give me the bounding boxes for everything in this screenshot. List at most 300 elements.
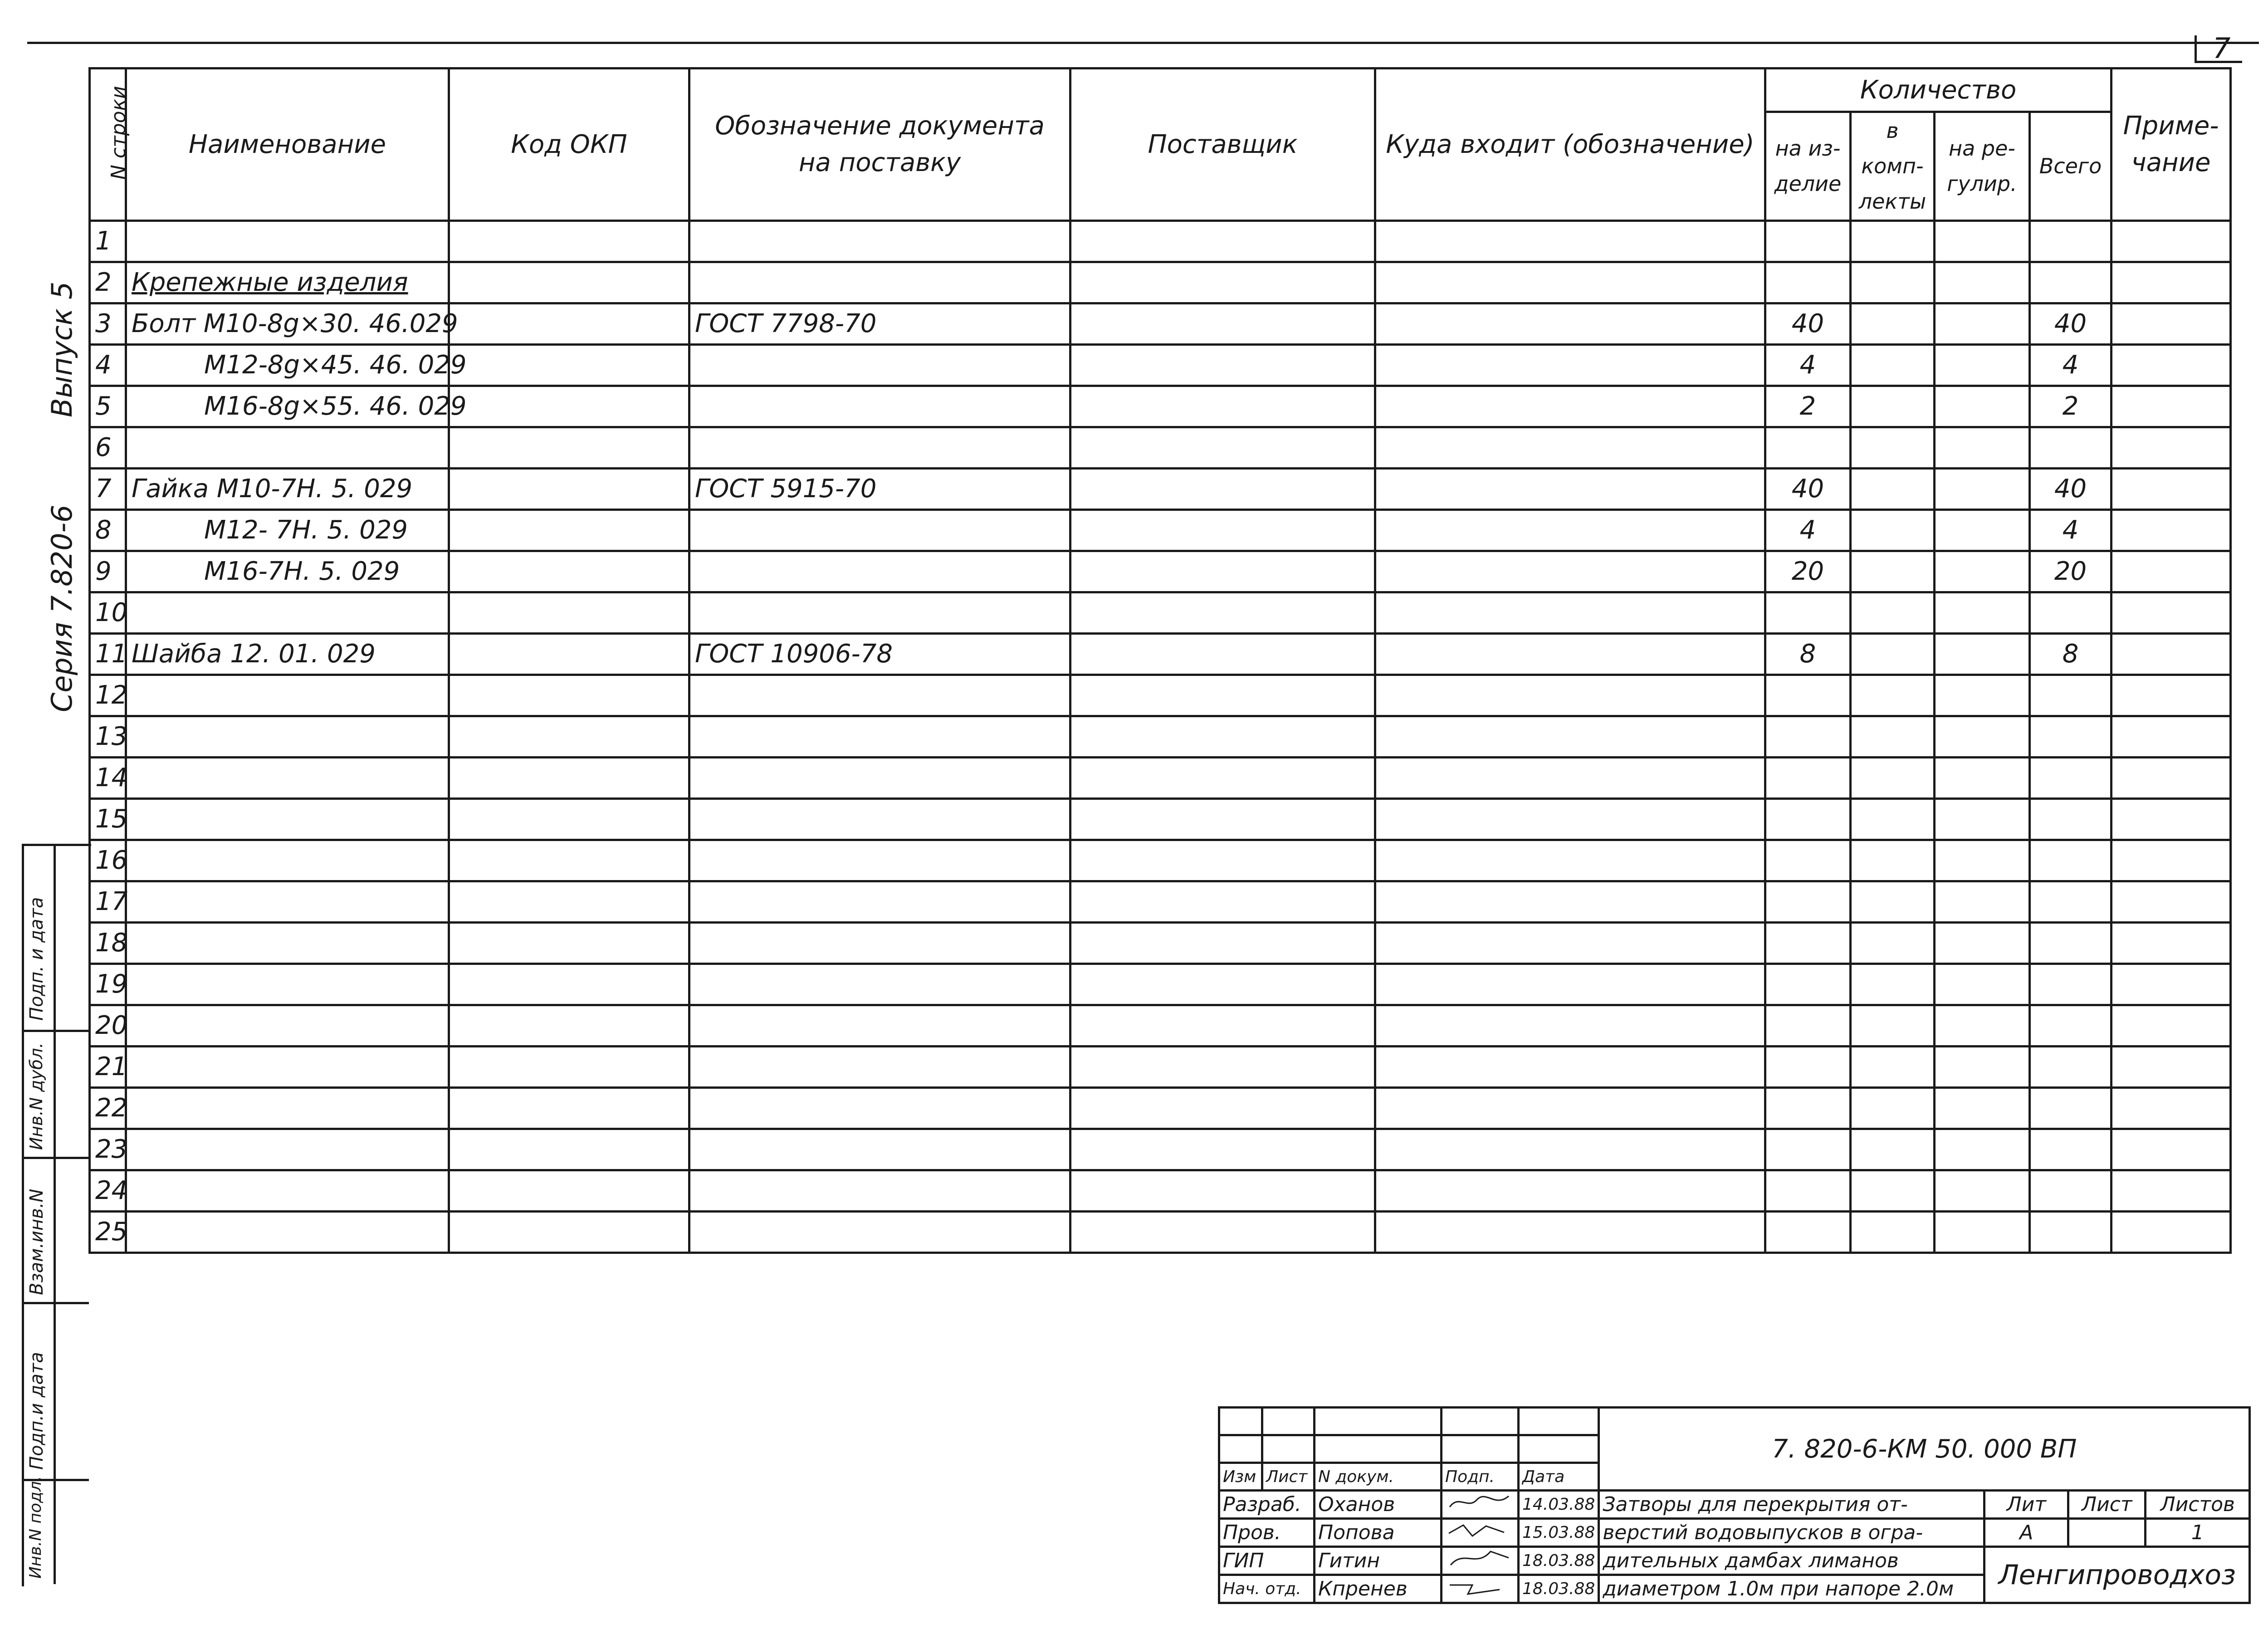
staff-signature xyxy=(1442,1575,1519,1603)
qty-in-kits-cell xyxy=(1851,675,1935,716)
supplier-cell xyxy=(1070,964,1375,1005)
qty-for-adjust-cell xyxy=(1935,592,2030,633)
okp-code-cell xyxy=(449,220,689,262)
doc-designation-cell xyxy=(689,757,1070,798)
qty-in-kits-cell xyxy=(1851,1046,1935,1087)
table-row xyxy=(90,1087,2231,1129)
qty-per-item-cell: 40 xyxy=(1765,468,1851,509)
okp-code-cell xyxy=(449,344,689,386)
qty-in-kits-cell xyxy=(1851,592,1935,633)
qty-per-item-cell xyxy=(1765,220,1851,262)
notes-cell xyxy=(2112,798,2231,840)
qty-in-kits-cell xyxy=(1851,262,1935,303)
notes-cell xyxy=(2112,922,2231,964)
qty-for-adjust-cell xyxy=(1935,344,2030,386)
qty-for-adjust-cell xyxy=(1935,509,2030,551)
table-row xyxy=(90,427,2231,468)
qty-in-kits-cell xyxy=(1851,1129,1935,1170)
qty-per-item-cell xyxy=(1765,262,1851,303)
sheet-value xyxy=(2068,1519,2146,1547)
row-number: 14 xyxy=(90,757,126,798)
item-name xyxy=(126,716,449,757)
table-row xyxy=(90,344,2231,386)
col-sign: Подп. xyxy=(1442,1463,1519,1491)
qty-for-adjust-cell xyxy=(1935,551,2030,592)
notes-cell xyxy=(2112,1087,2231,1129)
doc-designation-cell xyxy=(689,1005,1070,1046)
table-row xyxy=(90,633,2231,675)
row-number: 22 xyxy=(90,1087,126,1129)
qty-total-cell xyxy=(2030,427,2112,468)
where-used-cell xyxy=(1375,1087,1765,1129)
supplier-cell xyxy=(1070,468,1375,509)
supplier-cell xyxy=(1070,427,1375,468)
item-name xyxy=(126,427,449,468)
doc-designation-cell xyxy=(689,1046,1070,1087)
item-name xyxy=(126,1211,449,1252)
where-used-cell xyxy=(1375,427,1765,468)
supplier-cell xyxy=(1070,592,1375,633)
item-name xyxy=(126,675,449,716)
table-row xyxy=(90,592,2231,633)
item-name xyxy=(126,757,449,798)
where-used-cell xyxy=(1375,633,1765,675)
item-name: М12-8g×45. 46. 029 xyxy=(126,344,449,386)
okp-code-cell xyxy=(449,592,689,633)
where-used-cell xyxy=(1375,1129,1765,1170)
strip-divider xyxy=(22,1030,89,1032)
row-number: 12 xyxy=(90,675,126,716)
where-used-cell xyxy=(1375,468,1765,509)
supplier-cell xyxy=(1070,1087,1375,1129)
doc-designation-cell xyxy=(689,881,1070,922)
supplier-cell xyxy=(1070,344,1375,386)
table-row xyxy=(90,220,2231,262)
qty-in-kits-cell xyxy=(1851,840,1935,881)
qty-for-adjust-cell xyxy=(1935,427,2030,468)
qty-per-item-cell xyxy=(1765,592,1851,633)
where-used-cell xyxy=(1375,592,1765,633)
top-frame-line xyxy=(27,42,2259,44)
qty-total-cell xyxy=(2030,1005,2112,1046)
okp-code-cell xyxy=(449,798,689,840)
qty-for-adjust-cell xyxy=(1935,633,2030,675)
tb-empty xyxy=(1315,1408,1442,1435)
notes-cell xyxy=(2112,1170,2231,1211)
strip-label-signature-date-2: Подп.и дата xyxy=(26,1352,47,1470)
qty-per-item-cell: 40 xyxy=(1765,303,1851,344)
staff-date: 14.03.88 xyxy=(1519,1491,1599,1519)
qty-in-kits-cell xyxy=(1851,427,1935,468)
okp-code-cell xyxy=(449,262,689,303)
item-name xyxy=(126,881,449,922)
strip-label-signature-date: Подп. и дата xyxy=(26,897,47,1021)
tb-empty xyxy=(1262,1408,1315,1435)
qty-total-cell xyxy=(2030,220,2112,262)
item-name: Гайка М10-7Н. 5. 029 xyxy=(126,468,449,509)
item-name xyxy=(126,922,449,964)
qty-in-kits-cell xyxy=(1851,633,1935,675)
where-used-cell xyxy=(1375,757,1765,798)
qty-in-kits-cell xyxy=(1851,881,1935,922)
where-used-cell xyxy=(1375,881,1765,922)
table-row xyxy=(90,1046,2231,1087)
row-number: 20 xyxy=(90,1005,126,1046)
row-number: 5 xyxy=(90,386,126,427)
supplier-cell xyxy=(1070,551,1375,592)
notes-cell xyxy=(2112,592,2231,633)
qty-per-item-cell: 20 xyxy=(1765,551,1851,592)
notes-cell xyxy=(2112,1005,2231,1046)
where-used-cell xyxy=(1375,1005,1765,1046)
col-izm: Изм xyxy=(1219,1463,1262,1491)
row-number: 6 xyxy=(90,427,126,468)
qty-total-cell: 40 xyxy=(2030,303,2112,344)
qty-for-adjust-cell xyxy=(1935,922,2030,964)
supplier-cell xyxy=(1070,798,1375,840)
specification-body xyxy=(90,220,2231,1252)
row-number: 23 xyxy=(90,1129,126,1170)
description-line: верстий водовыпусков в огра- xyxy=(1599,1519,1984,1547)
qty-in-kits-cell xyxy=(1851,716,1935,757)
qty-per-item-cell xyxy=(1765,922,1851,964)
supplier-cell xyxy=(1070,1046,1375,1087)
series-label: Серия 7.820-6 xyxy=(45,504,78,712)
qty-in-kits-cell xyxy=(1851,1087,1935,1129)
tb-empty xyxy=(1219,1408,1262,1435)
where-used-cell xyxy=(1375,964,1765,1005)
where-used-cell xyxy=(1375,551,1765,592)
okp-code-cell xyxy=(449,881,689,922)
qty-for-adjust-cell xyxy=(1935,1129,2030,1170)
qty-for-adjust-cell xyxy=(1935,468,2030,509)
qty-in-kits-cell xyxy=(1851,468,1935,509)
supplier-cell xyxy=(1070,716,1375,757)
notes-cell xyxy=(2112,303,2231,344)
okp-code-cell xyxy=(449,964,689,1005)
qty-for-adjust-cell xyxy=(1935,840,2030,881)
qty-for-adjust-cell xyxy=(1935,262,2030,303)
qty-for-adjust-cell xyxy=(1935,303,2030,344)
item-name xyxy=(126,840,449,881)
notes-cell xyxy=(2112,1129,2231,1170)
table-row xyxy=(90,964,2231,1005)
notes-cell xyxy=(2112,551,2231,592)
supplier-cell xyxy=(1070,757,1375,798)
where-used-cell xyxy=(1375,344,1765,386)
qty-in-kits-cell xyxy=(1851,386,1935,427)
qty-in-kits-cell xyxy=(1851,303,1935,344)
strip-label-orig-inv: Инв.N подл. xyxy=(26,1476,45,1579)
row-number: 13 xyxy=(90,716,126,757)
okp-code-cell xyxy=(449,1046,689,1087)
table-row xyxy=(90,1129,2231,1170)
qty-for-adjust-cell xyxy=(1935,386,2030,427)
title-block xyxy=(1218,1406,2251,1604)
okp-code-cell xyxy=(449,675,689,716)
qty-per-item-cell xyxy=(1765,1211,1851,1252)
header-quantity: Количество xyxy=(1765,68,2112,112)
doc-designation-cell xyxy=(689,509,1070,551)
qty-for-adjust-cell xyxy=(1935,1046,2030,1087)
qty-per-item-cell xyxy=(1765,1046,1851,1087)
row-number: 2 xyxy=(90,262,126,303)
where-used-cell xyxy=(1375,798,1765,840)
notes-cell xyxy=(2112,262,2231,303)
row-number: 4 xyxy=(90,344,126,386)
header-doc-designation: Обозначение документа на поставку xyxy=(689,68,1070,221)
table-row xyxy=(90,303,2231,344)
header-name: Наименование xyxy=(126,68,449,221)
qty-in-kits-cell xyxy=(1851,1211,1935,1252)
staff-signature xyxy=(1442,1519,1519,1547)
qty-total-cell xyxy=(2030,840,2112,881)
notes-cell xyxy=(2112,509,2231,551)
qty-total-cell xyxy=(2030,1046,2112,1087)
okp-code-cell xyxy=(449,757,689,798)
description-line: Затворы для перекрытия от- xyxy=(1599,1491,1984,1519)
qty-total-cell xyxy=(2030,964,2112,1005)
staff-role: Нач. отд. xyxy=(1219,1575,1315,1603)
qty-in-kits-cell xyxy=(1851,1005,1935,1046)
okp-code-cell xyxy=(449,840,689,881)
signature-scribble xyxy=(1445,1492,1513,1512)
table-row xyxy=(90,386,2231,427)
qty-total-cell xyxy=(2030,1087,2112,1129)
okp-code-cell xyxy=(449,509,689,551)
supplier-cell xyxy=(1070,386,1375,427)
item-name xyxy=(126,1046,449,1087)
row-number: 19 xyxy=(90,964,126,1005)
doc-designation-cell xyxy=(689,716,1070,757)
row-number: 1 xyxy=(90,220,126,262)
qty-total-cell xyxy=(2030,922,2112,964)
supplier-cell xyxy=(1070,1170,1375,1211)
where-used-cell xyxy=(1375,840,1765,881)
table-row xyxy=(90,922,2231,964)
notes-cell xyxy=(2112,633,2231,675)
col-list: Лист xyxy=(1262,1463,1315,1491)
row-number: 3 xyxy=(90,303,126,344)
staff-signature xyxy=(1442,1547,1519,1575)
staff-date: 18.03.88 xyxy=(1519,1575,1599,1603)
drawing-designation: 7. 820-6-КМ 50. 000 ВП xyxy=(1599,1408,2250,1491)
qty-for-adjust-cell xyxy=(1935,1170,2030,1211)
staff-signature xyxy=(1442,1491,1519,1519)
staff-name: Попова xyxy=(1315,1519,1442,1547)
qty-for-adjust-cell xyxy=(1935,1087,2030,1129)
item-name: М16-7Н. 5. 029 xyxy=(126,551,449,592)
notes-cell xyxy=(2112,1211,2231,1252)
doc-designation-cell xyxy=(689,840,1070,881)
qty-in-kits-cell xyxy=(1851,344,1935,386)
okp-code-cell xyxy=(449,427,689,468)
signature-scribble xyxy=(1445,1548,1513,1569)
lit-value: А xyxy=(1984,1519,2068,1547)
notes-cell xyxy=(2112,716,2231,757)
okp-code-cell xyxy=(449,1170,689,1211)
where-used-cell xyxy=(1375,303,1765,344)
staff-date: 15.03.88 xyxy=(1519,1519,1599,1547)
qty-total-cell xyxy=(2030,262,2112,303)
qty-in-kits-cell xyxy=(1851,509,1935,551)
doc-designation-cell xyxy=(689,262,1070,303)
item-name: Крепежные изделия xyxy=(126,262,449,303)
notes-cell xyxy=(2112,220,2231,262)
row-number: 21 xyxy=(90,1046,126,1087)
table-row xyxy=(90,840,2231,881)
qty-in-kits-cell xyxy=(1851,220,1935,262)
strip-divider xyxy=(22,1157,89,1159)
tb-empty xyxy=(1262,1435,1315,1463)
row-number: 18 xyxy=(90,922,126,964)
header-notes: Приме- чание xyxy=(2112,68,2231,221)
qty-per-item-cell xyxy=(1765,964,1851,1005)
supplier-cell xyxy=(1070,303,1375,344)
header-supplier: Поставщик xyxy=(1070,68,1375,221)
table-row xyxy=(90,757,2231,798)
item-name: М12- 7Н. 5. 029 xyxy=(126,509,449,551)
staff-role: Разраб. xyxy=(1219,1491,1315,1519)
sheet-label: Лист xyxy=(2068,1491,2146,1519)
doc-designation-cell xyxy=(689,386,1070,427)
tb-empty xyxy=(1219,1435,1262,1463)
qty-for-adjust-cell xyxy=(1935,716,2030,757)
qty-total-cell: 2 xyxy=(2030,386,2112,427)
signature-scribble xyxy=(1445,1520,1513,1541)
qty-total-cell: 4 xyxy=(2030,509,2112,551)
table-row xyxy=(90,716,2231,757)
table-row xyxy=(90,262,2231,303)
item-name xyxy=(126,220,449,262)
signature-scribble xyxy=(1445,1576,1513,1597)
doc-designation-cell xyxy=(689,1129,1070,1170)
header-qty-total: Всего xyxy=(2030,112,2112,221)
staff-role: ГИП xyxy=(1219,1547,1315,1575)
issue-label: Выпуск 5 xyxy=(45,281,78,417)
where-used-cell xyxy=(1375,922,1765,964)
doc-designation-cell xyxy=(689,1211,1070,1252)
qty-per-item-cell: 8 xyxy=(1765,633,1851,675)
qty-per-item-cell: 4 xyxy=(1765,509,1851,551)
col-date: Дата xyxy=(1519,1463,1599,1491)
table-row xyxy=(90,1005,2231,1046)
where-used-cell xyxy=(1375,675,1765,716)
qty-for-adjust-cell xyxy=(1935,881,2030,922)
qty-for-adjust-cell xyxy=(1935,964,2030,1005)
notes-cell xyxy=(2112,1046,2231,1087)
doc-designation-cell xyxy=(689,922,1070,964)
okp-code-cell xyxy=(449,303,689,344)
lit-label: Лит xyxy=(1984,1491,2068,1519)
qty-for-adjust-cell xyxy=(1935,798,2030,840)
tb-empty xyxy=(1442,1408,1519,1435)
doc-designation-cell xyxy=(689,1087,1070,1129)
tb-empty xyxy=(1519,1408,1599,1435)
qty-per-item-cell xyxy=(1765,1129,1851,1170)
description-line: диаметром 1.0м при напоре 2.0м xyxy=(1599,1575,1984,1603)
header-okp-code: Код ОКП xyxy=(449,68,689,221)
supplier-cell xyxy=(1070,840,1375,881)
qty-total-cell xyxy=(2030,1170,2112,1211)
qty-in-kits-cell xyxy=(1851,798,1935,840)
qty-per-item-cell xyxy=(1765,1087,1851,1129)
qty-per-item-cell xyxy=(1765,798,1851,840)
qty-in-kits-cell xyxy=(1851,1170,1935,1211)
qty-total-cell xyxy=(2030,592,2112,633)
table-row xyxy=(90,551,2231,592)
qty-for-adjust-cell xyxy=(1935,1211,2030,1252)
tb-empty xyxy=(1519,1435,1599,1463)
qty-per-item-cell xyxy=(1765,881,1851,922)
where-used-cell xyxy=(1375,386,1765,427)
okp-code-cell xyxy=(449,1129,689,1170)
okp-code-cell xyxy=(449,1087,689,1129)
okp-code-cell xyxy=(449,922,689,964)
row-number: 25 xyxy=(90,1211,126,1252)
okp-code-cell xyxy=(449,551,689,592)
qty-per-item-cell xyxy=(1765,757,1851,798)
doc-designation-cell xyxy=(689,551,1070,592)
notes-cell xyxy=(2112,881,2231,922)
row-number: 8 xyxy=(90,509,126,551)
notes-cell xyxy=(2112,344,2231,386)
strip-label-replace-inv: Взам.инв.N xyxy=(26,1189,47,1295)
row-number: 9 xyxy=(90,551,126,592)
qty-total-cell: 40 xyxy=(2030,468,2112,509)
row-number: 15 xyxy=(90,798,126,840)
notes-cell xyxy=(2112,675,2231,716)
qty-per-item-cell xyxy=(1765,716,1851,757)
item-name xyxy=(126,1170,449,1211)
staff-name: Гитин xyxy=(1315,1547,1442,1575)
doc-designation-cell: ГОСТ 10906-78 xyxy=(689,633,1070,675)
qty-in-kits-cell xyxy=(1851,964,1935,1005)
qty-total-cell xyxy=(2030,881,2112,922)
doc-designation-cell: ГОСТ 7798-70 xyxy=(689,303,1070,344)
qty-for-adjust-cell xyxy=(1935,220,2030,262)
sheets-label: Листов xyxy=(2146,1491,2250,1519)
okp-code-cell xyxy=(449,468,689,509)
row-number: 16 xyxy=(90,840,126,881)
item-name xyxy=(126,1005,449,1046)
row-number: 7 xyxy=(90,468,126,509)
doc-designation-cell xyxy=(689,675,1070,716)
strip-label-dup-inv: Инв.N дубл. xyxy=(26,1042,46,1150)
doc-designation-cell xyxy=(689,592,1070,633)
col-doc-no: N докум. xyxy=(1315,1463,1442,1491)
qty-total-cell: 8 xyxy=(2030,633,2112,675)
staff-name: Оханов xyxy=(1315,1491,1442,1519)
header-qty-per-item: на из- делие xyxy=(1765,112,1851,221)
doc-designation-cell xyxy=(689,964,1070,1005)
table-row xyxy=(90,881,2231,922)
staff-role: Пров. xyxy=(1219,1519,1315,1547)
okp-code-cell xyxy=(449,633,689,675)
supplier-cell xyxy=(1070,675,1375,716)
header-row-number xyxy=(90,68,130,221)
table-row xyxy=(90,468,2231,509)
notes-cell xyxy=(2112,964,2231,1005)
where-used-cell xyxy=(1375,509,1765,551)
qty-total-cell xyxy=(2030,1129,2112,1170)
table-row xyxy=(90,509,2231,551)
supplier-cell xyxy=(1070,1211,1375,1252)
doc-designation-cell xyxy=(689,427,1070,468)
doc-designation-cell xyxy=(689,344,1070,386)
where-used-cell xyxy=(1375,262,1765,303)
qty-per-item-cell xyxy=(1765,840,1851,881)
